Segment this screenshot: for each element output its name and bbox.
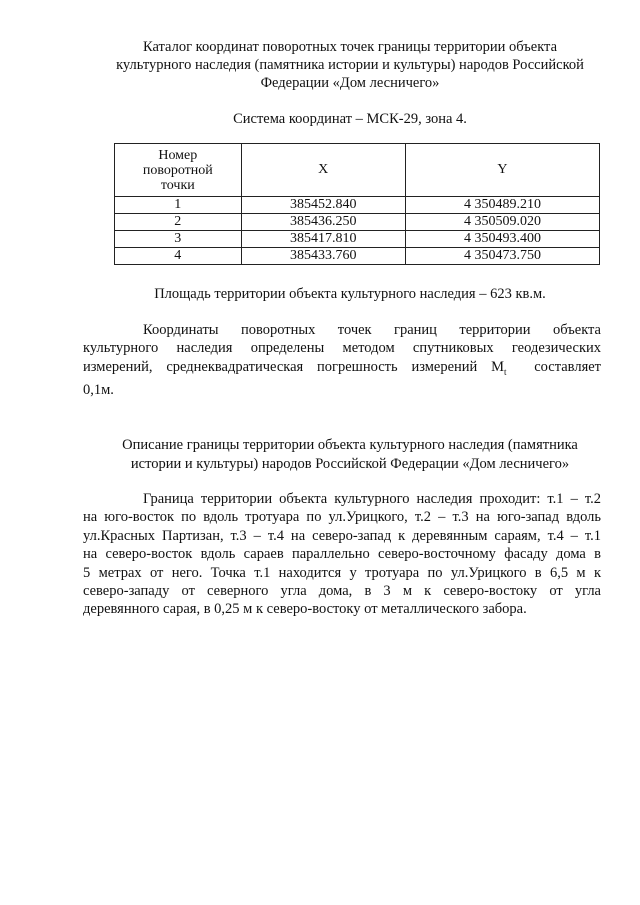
paragraph-line: 0,1м. bbox=[83, 382, 114, 399]
coordinates-table bbox=[114, 143, 600, 265]
table-row bbox=[115, 214, 600, 231]
header-point-line: поворотной bbox=[142, 162, 213, 178]
cell-point: 3 bbox=[115, 231, 242, 248]
cell-point: 2 bbox=[115, 214, 242, 231]
coordinate-system-label: Система координат – МСК-29, зона 4. bbox=[233, 111, 467, 127]
paragraph-line-with-subscript bbox=[83, 358, 601, 381]
cell-x: 385452.840 bbox=[241, 197, 405, 214]
table-row bbox=[115, 197, 600, 214]
paragraph-line: Координаты поворотных точек границ территории объекта bbox=[143, 322, 601, 338]
paragraph-line: северо-западу от северного угла дома, в 3 м к северо-востоку от угла bbox=[83, 583, 601, 600]
description-paragraph bbox=[83, 490, 601, 619]
cell-x: 385436.250 bbox=[241, 214, 405, 231]
header-point-line: точки bbox=[160, 177, 195, 193]
accuracy-paragraph bbox=[83, 321, 601, 400]
paragraph-line: Граница территории объекта культурного наследия проходит: т.1 – т.2 bbox=[143, 491, 601, 507]
title-line: Каталог координат поворотных точек границы территории объекта bbox=[142, 39, 557, 55]
header-x: X bbox=[241, 144, 405, 197]
heading-line: истории и культуры) народов Российской Федерации «Дом лесничего» bbox=[130, 456, 570, 472]
paragraph-line: на северо-восток вдоль сараев параллельно северо-восточному фасаду дома в bbox=[83, 546, 601, 563]
header-y: Y bbox=[405, 144, 599, 197]
cell-y: 4 350509.020 bbox=[405, 214, 599, 231]
cell-point: 1 bbox=[115, 197, 242, 214]
table-header-row bbox=[115, 144, 600, 197]
paragraph-line: 5 метрах от него. Точка т.1 находится у тротуара по ул.Урицкого в 6,5 м к bbox=[83, 564, 601, 581]
title-line: культурного наследия (памятника истории и культуры) народов Российской bbox=[116, 57, 584, 73]
cell-y: 4 350473.750 bbox=[405, 248, 599, 265]
title-line: Федерации «Дом лесничего» bbox=[260, 75, 440, 91]
paragraph-line-text: измерений, среднеквадратическая погрешность измерений M bbox=[83, 358, 505, 375]
table-row bbox=[115, 231, 600, 248]
error-subscript: t bbox=[504, 366, 507, 377]
area-statement: Площадь территории объекта культурного наследия – 623 кв.м. bbox=[154, 286, 546, 302]
description-heading bbox=[80, 436, 620, 474]
paragraph-line: культурного наследия определены методом спутниковых геодезических bbox=[83, 340, 601, 357]
heading-line: Описание границы территории объекта культурного наследия (памятника bbox=[122, 437, 578, 453]
cell-y: 4 350489.210 bbox=[405, 197, 599, 214]
header-point-number bbox=[115, 144, 242, 197]
cell-y: 4 350493.400 bbox=[405, 231, 599, 248]
paragraph-line-tail: составляет bbox=[506, 358, 602, 375]
header-point-line: Номер bbox=[158, 147, 198, 163]
paragraph-line: деревянного сарая, в 0,25 м к северо-востоку от металлического забора. bbox=[83, 601, 527, 618]
paragraph-line: на юго-восток по вдоль тротуара по ул.Урицкого, т.2 – т.3 на юго-запад вдоль bbox=[83, 509, 601, 526]
paragraph-line: ул.Красных Партизан, т.3 – т.4 на северо-запад к деревянным сараям, т.4 – т.1 bbox=[83, 527, 601, 544]
cell-point: 4 bbox=[115, 248, 242, 265]
cell-x: 385433.760 bbox=[241, 248, 405, 265]
cell-x: 385417.810 bbox=[241, 231, 405, 248]
table-row bbox=[115, 248, 600, 265]
document-title bbox=[80, 38, 620, 92]
